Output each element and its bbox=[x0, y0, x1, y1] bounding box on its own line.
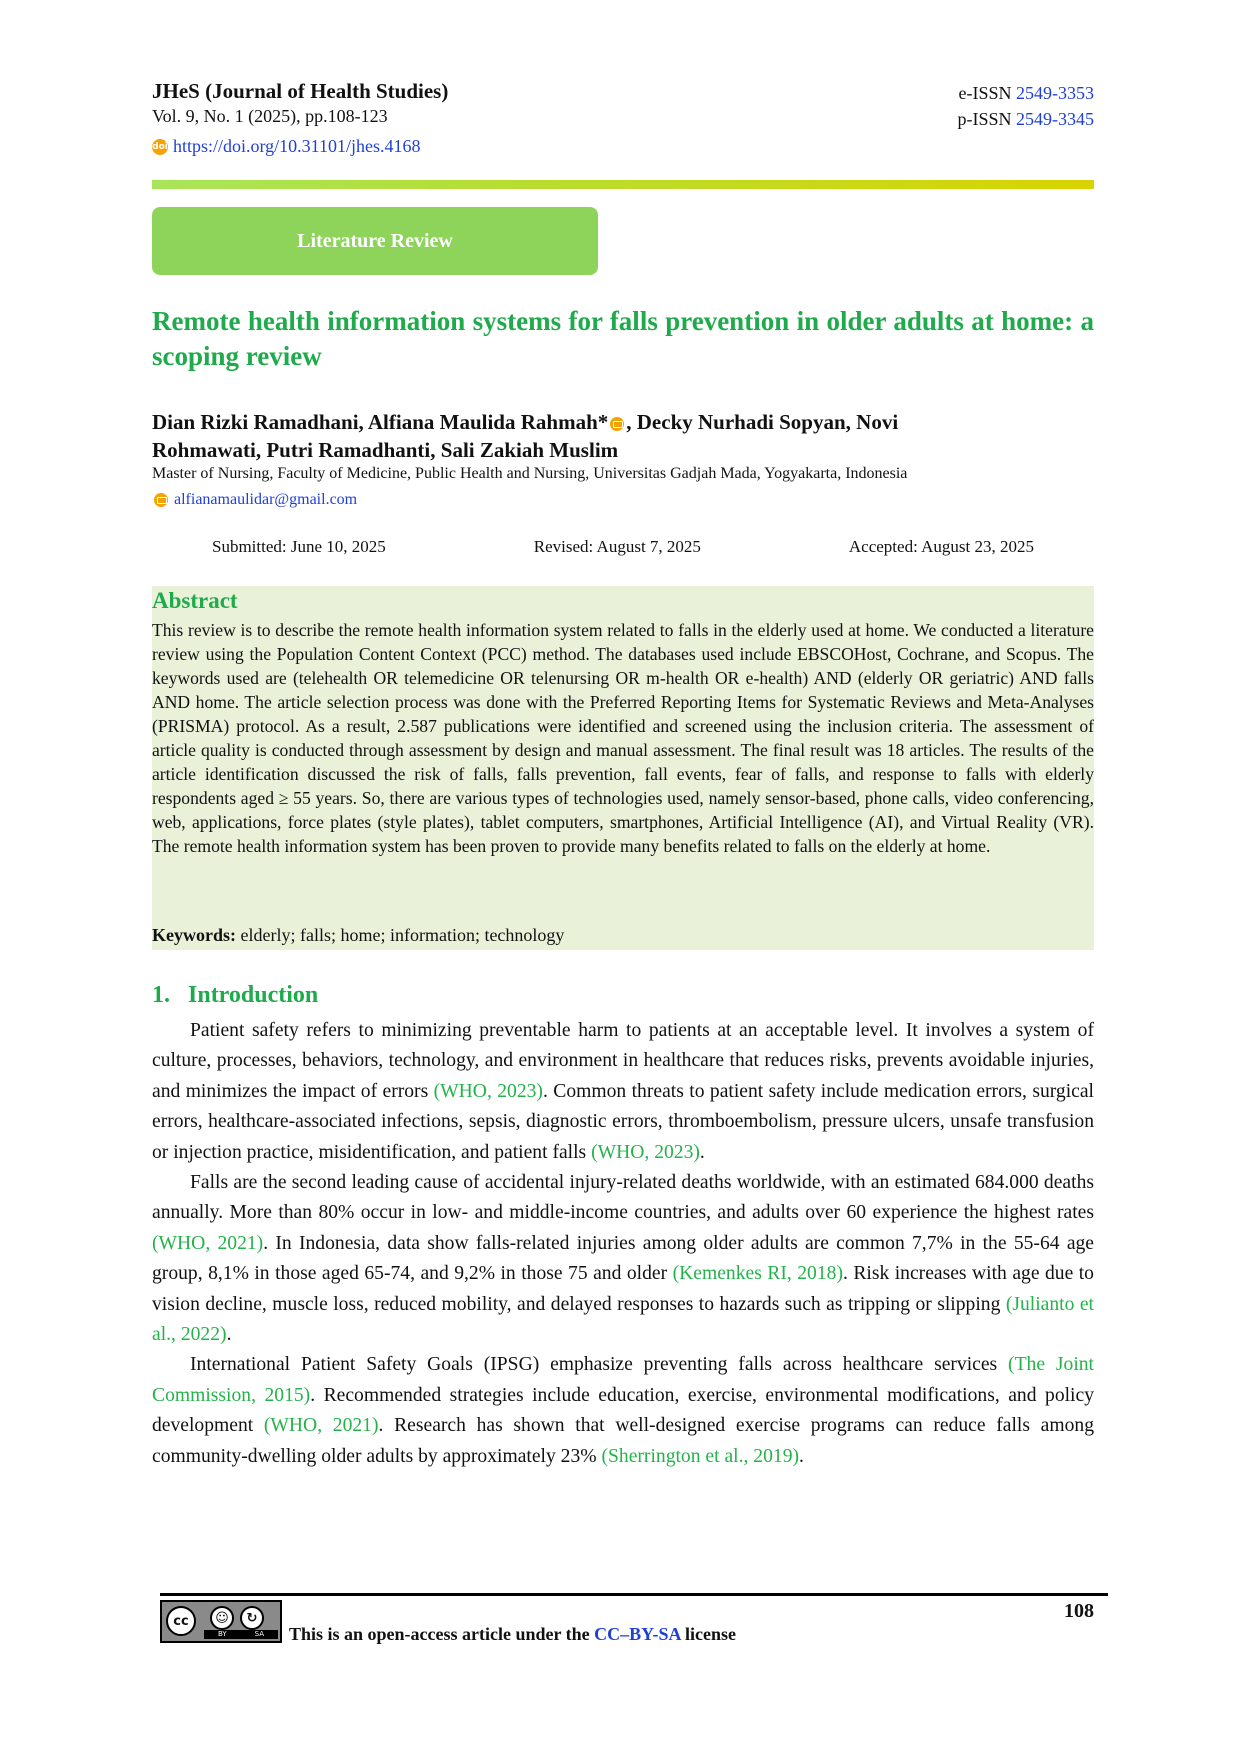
license-link[interactable]: CC–BY-SA bbox=[594, 1624, 681, 1644]
citation-who-2023-a[interactable]: (WHO, 2023) bbox=[433, 1080, 543, 1102]
p1-end: . bbox=[699, 1141, 705, 1163]
p3-text-b: . Recommended strategies include education, exercise, environmental modifications, and policy development bbox=[152, 1384, 1094, 1437]
pissn-row bbox=[957, 106, 1094, 132]
p2-text-c: . Risk increases with age due to vision decline, muscle loss, reduced mobility, and delayed responses to hazards such as tripping or slipping bbox=[152, 1263, 1094, 1315]
author-list bbox=[152, 408, 1094, 464]
doi-link[interactable]: https://doi.org/10.31101/jhes.4168 bbox=[173, 136, 421, 156]
paragraph-2 bbox=[152, 1168, 1094, 1350]
p1-text-b: . Common threats to patient safety include medication errors, surgical errors, healthcare-associated infections, sepsis, diagnostic errors, thromboembolism, pressure ulcers, unsafe transfusion or injection practice, misidentification, and patient falls bbox=[152, 1080, 1095, 1163]
p2-text-a: Falls are the second leading cause of accidental injury-related deaths worldwide, with an estimated 684.000 deaths annually. More than 80% occur in low- and middle-income countries, and adults over 60 experience the highest rates bbox=[152, 1172, 1094, 1224]
article-title: Remote health information systems for falls prevention in older adults at home: a scoping review bbox=[152, 306, 1094, 371]
affiliation: Master of Nursing, Faculty of Medicine, Public Health and Nursing, Universitas Gadjah Mada, Yogyakarta, Indonesia bbox=[152, 465, 908, 482]
section-heading-introduction bbox=[152, 982, 318, 1009]
cc-icon: cc bbox=[166, 1606, 196, 1636]
keywords-label: Keywords: bbox=[152, 925, 236, 945]
article-page bbox=[152, 0, 1094, 1754]
sa-label: SA bbox=[254, 1630, 264, 1638]
abstract-heading: Abstract bbox=[152, 588, 238, 613]
citation-sherrington-2019[interactable]: (Sherrington et al., 2019) bbox=[601, 1445, 800, 1467]
by-person-icon: ☺ bbox=[210, 1606, 234, 1630]
doi-icon: doi bbox=[152, 139, 168, 155]
article-dates bbox=[152, 537, 1094, 557]
paragraph-3 bbox=[152, 1350, 1094, 1472]
cc-by-sa-badge[interactable] bbox=[160, 1600, 282, 1643]
p3-text-c: . Research has shown that well-designed exercise programs can reduce falls among community-dwelling older adults by approximately 23% bbox=[152, 1415, 1094, 1467]
citation-who-2023-b[interactable]: (WHO, 2023) bbox=[591, 1141, 700, 1163]
eissn-row bbox=[957, 80, 1094, 106]
section-number: 1. bbox=[152, 982, 170, 1008]
accepted-date: Accepted: August 23, 2025 bbox=[848, 537, 1034, 556]
page-number: 108 bbox=[1064, 1600, 1094, 1622]
header-divider-bar bbox=[152, 180, 1094, 189]
citation-julianto-2022[interactable]: (Julianto et al., 2022) bbox=[152, 1293, 1094, 1346]
section-title: Introduction bbox=[188, 982, 319, 1008]
keywords-list: elderly; falls; home; information; technology bbox=[236, 925, 565, 945]
sa-share-icon: ↻ bbox=[240, 1606, 264, 1630]
introduction-body bbox=[152, 1016, 1094, 1472]
citation-kemenkes-2018[interactable]: (Kemenkes RI, 2018) bbox=[672, 1263, 843, 1285]
p2-text-b: . In Indonesia, data show falls-related injuries among older adults are common 7,7% in the 55-64 age group, 8,1% in those aged 65-74, and 9,2% in those 75 and older bbox=[152, 1232, 1095, 1285]
email-icon bbox=[154, 493, 168, 507]
citation-who-2021-b[interactable]: (WHO, 2021) bbox=[263, 1415, 379, 1437]
eissn-link[interactable]: 2549-3353 bbox=[1016, 83, 1094, 103]
footer-divider bbox=[160, 1593, 1108, 1596]
paragraph-1 bbox=[152, 1016, 1094, 1168]
authors-line2: Rohmawati, Putri Ramadhanti, Sali Zakiah Muslim bbox=[152, 438, 619, 462]
revised-date: Revised: August 7, 2025 bbox=[533, 537, 701, 556]
license-statement bbox=[289, 1624, 736, 1645]
keywords bbox=[152, 925, 564, 946]
license-text-a: This is an open-access article under the bbox=[289, 1624, 595, 1644]
journal-volume: Vol. 9, No. 1 (2025), pp.108-123 bbox=[152, 106, 388, 126]
journal-header bbox=[152, 78, 448, 157]
authors-line1-b: , Decky Nurhadi Sopyan, Novi bbox=[626, 410, 899, 434]
p3-end: . bbox=[799, 1445, 804, 1467]
authors-line1-a: Dian Rizki Ramadhani, Alfiana Maulida Rahmah* bbox=[152, 410, 609, 434]
eissn-label: e-ISSN bbox=[958, 83, 1012, 103]
pissn-label: p-ISSN bbox=[957, 109, 1012, 129]
abstract-text: This review is to describe the remote health information system related to falls in the elderly used at home. We conducted a literature review using the Population Content Context (PCC) method. The databases used include EBSCOHost, Cochrane, and Scopus. The keywords used are (telehealth OR telemedicine OR telenursing OR m-health OR e-health) AND (elderly OR geriatric) AND falls AND home. The article selection process was done with the Preferred Reporting Items for Systematic Reviews and Meta-Analyses (PRISMA) protocol. As a result, 2.587 publications were identified and screened using the inclusion criteria. The assessment of article quality is conducted through assessment by design and manual assessment. The final result was 18 articles. The results of the article identification discussed the risk of falls, falls prevention, fall events, fear of falls, and response to falls with elderly respondents aged ≥ 55 years. So, there are various types of technologies used, namely sensor-based, phone calls, video conferencing, web, applications, force plates (style plates), tablet computers, smartphones, Artificial Intelligence (AI), and Virtual Reality (VR). The remote health information system has been proven to provide many benefits related to falls on the elderly at home. bbox=[152, 620, 1094, 856]
license-text-b: license bbox=[680, 1624, 737, 1644]
p1-text-a: Patient safety refers to minimizing preventable harm to patients at an acceptable level. It involves a system of culture, processes, behaviors, technology, and environment in healthcare that reduces risks, prevents avoidable injuries, and minimizes the impact of errors bbox=[152, 1020, 1094, 1102]
pissn-link[interactable]: 2549-3345 bbox=[1016, 109, 1094, 129]
doi-row bbox=[152, 136, 448, 157]
p3-text-a: International Patient Safety Goals (IPSG) emphasize preventing falls across healthcare services bbox=[190, 1354, 1009, 1376]
corresponding-email-icon bbox=[610, 417, 624, 431]
article-type-badge: Literature Review bbox=[152, 207, 598, 275]
submitted-date: Submitted: June 10, 2025 bbox=[212, 537, 386, 556]
issn-block bbox=[957, 80, 1094, 132]
cc-badge-labels bbox=[204, 1630, 278, 1639]
email-link[interactable]: alfianamaulidar@gmail.com bbox=[174, 491, 358, 508]
by-label: BY bbox=[217, 1630, 227, 1638]
email-row bbox=[152, 489, 357, 511]
p2-end: . bbox=[226, 1324, 232, 1346]
citation-joint-commission-2015[interactable]: (The Joint Commission, 2015) bbox=[152, 1354, 1094, 1406]
citation-who-2021-a[interactable]: (WHO, 2021) bbox=[152, 1232, 264, 1254]
journal-name: JHeS (Journal of Health Studies) bbox=[152, 79, 449, 103]
